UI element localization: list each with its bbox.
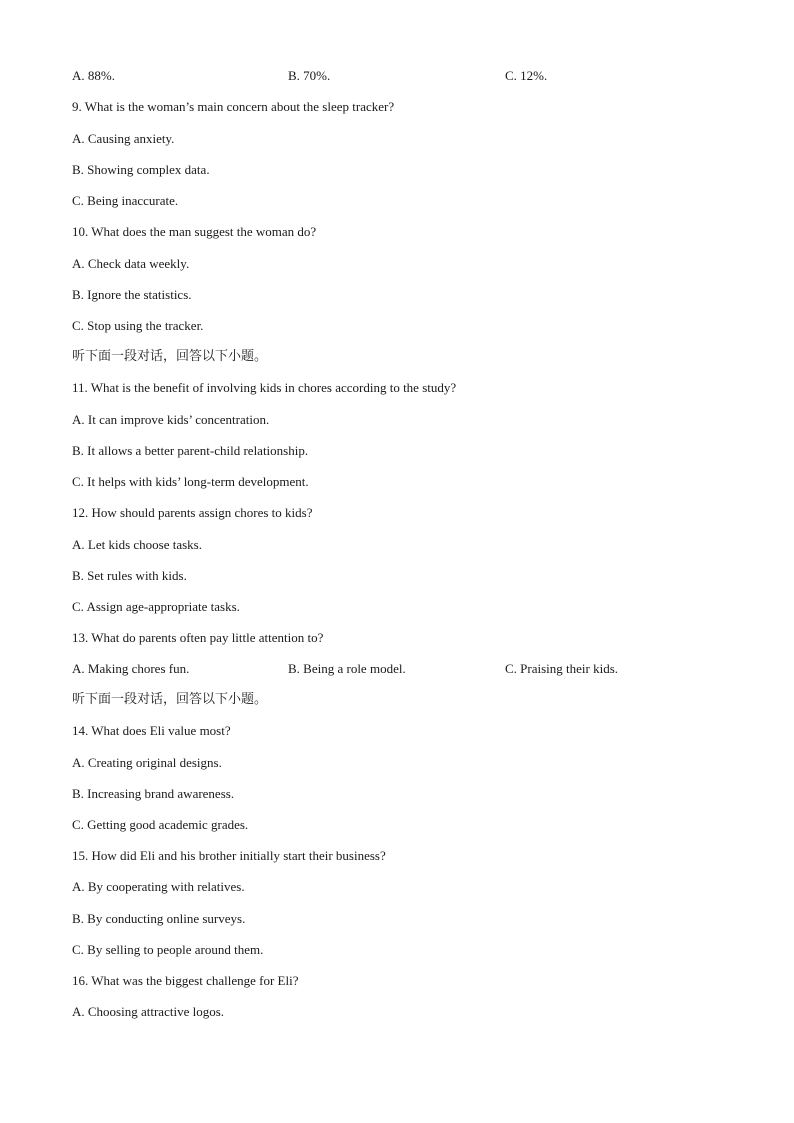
q10-option-b: B. Ignore the statistics. <box>72 287 192 302</box>
q13-option-a: A. Making chores fun. <box>72 661 190 676</box>
q11-option-c: C. It helps with kids’ long-term development. <box>72 474 309 489</box>
q14-option-a: A. Creating original designs. <box>72 755 222 770</box>
q12-option-a: A. Let kids choose tasks. <box>72 537 202 552</box>
q15-question: 15. How did Eli and his brother initially start their business? <box>72 848 386 863</box>
q8-option-c: C. 12%. <box>505 68 548 83</box>
q11-option-a: A. It can improve kids’ concentration. <box>72 412 270 427</box>
q15-option-a: A. By cooperating with relatives. <box>72 879 245 894</box>
q9-option-c: C. Being inaccurate. <box>72 193 179 208</box>
q9-option-b: B. Showing complex data. <box>72 162 210 177</box>
q10-option-c: C. Stop using the tracker. <box>72 318 204 333</box>
q12-option-c: C. Assign age-appropriate tasks. <box>72 599 240 614</box>
q15-option-b: B. By conducting online surveys. <box>72 911 246 926</box>
q11-option-b: B. It allows a better parent-child relationship. <box>72 443 309 458</box>
q13-option-b: B. Being a role model. <box>288 661 406 676</box>
q16-option-a: A. Choosing attractive logos. <box>72 1004 225 1019</box>
q16-question: 16. What was the biggest challenge for Eli? <box>72 973 299 988</box>
q14-option-b: B. Increasing brand awareness. <box>72 786 235 801</box>
q11-question: 11. What is the benefit of involving kids in chores according to the study? <box>72 380 457 395</box>
section-header: 听下面一段对话，回答以下小题。 <box>72 692 268 707</box>
q10-question: 10. What does the man suggest the woman do? <box>72 224 317 239</box>
q10-option-a: A. Check data weekly. <box>72 256 190 271</box>
q9-option-a: A. Causing anxiety. <box>72 131 175 146</box>
q15-option-c: C. By selling to people around them. <box>72 942 264 957</box>
q8-option-b: B. 70%. <box>288 68 331 83</box>
q9-question: 9. What is the woman’s main concern about the sleep tracker? <box>72 99 395 114</box>
q12-question: 12. How should parents assign chores to kids? <box>72 505 313 520</box>
q12-option-b: B. Set rules with kids. <box>72 568 187 583</box>
section-header: 听下面一段对话，回答以下小题。 <box>72 349 268 364</box>
q14-option-c: C. Getting good academic grades. <box>72 817 249 832</box>
q13-option-c: C. Praising their kids. <box>505 661 619 676</box>
q8-option-a: A. 88%. <box>72 68 115 83</box>
q14-question: 14. What does Eli value most? <box>72 723 231 738</box>
q13-question: 13. What do parents often pay little attention to? <box>72 630 324 645</box>
